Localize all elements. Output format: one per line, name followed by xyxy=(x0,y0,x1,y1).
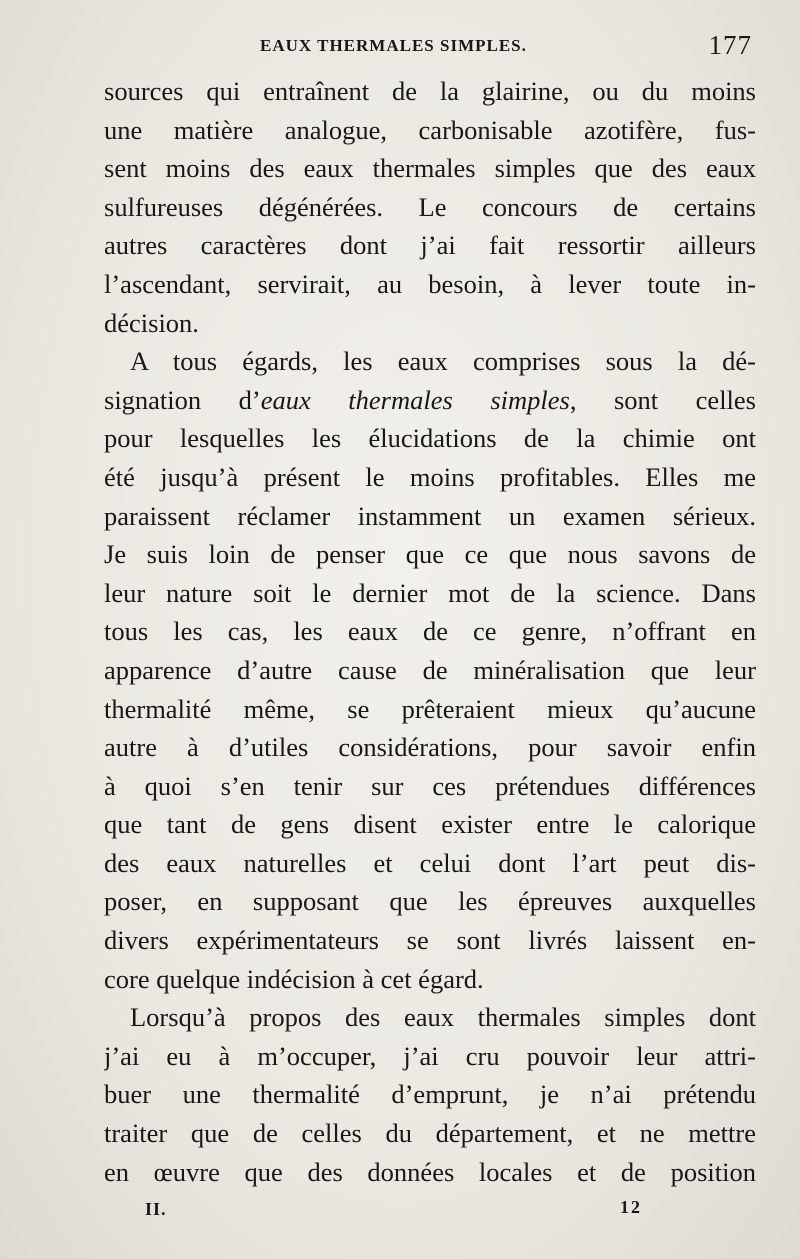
paragraph-2 xyxy=(104,342,756,998)
paragraph-1 xyxy=(104,72,756,342)
text-line: sources qui entraînent de la glairine, ou du moins xyxy=(104,76,756,106)
running-title: EAUX THERMALES SIMPLES. xyxy=(260,36,527,55)
text-line: pour lesquelles les élucidations de la chimie ont xyxy=(104,423,756,454)
text-line: Je suis loin de penser que ce que nous savons de xyxy=(104,539,756,570)
text-line: des eaux naturelles et celui dont l’art peut dis- xyxy=(104,847,756,878)
text-segment: , sont celles xyxy=(569,384,756,415)
text-line: décision. xyxy=(104,307,199,338)
text-line: A tous égards, les eaux comprises sous la dé- xyxy=(130,346,756,377)
text-line: thermalité même, se prêteraient mieux qu’aucune xyxy=(104,693,756,724)
text-line: à quoi s’en tenir sur ces prétendues différences xyxy=(104,770,756,801)
text-line: autres caractères dont j’ai fait ressortir ailleurs xyxy=(104,230,756,261)
italic-phrase: eaux thermales simples xyxy=(260,384,570,415)
text-line: paraissent réclamer instamment un examen sérieux. xyxy=(104,500,756,531)
text-line: apparence d’autre cause de minéralisation que leur xyxy=(104,654,756,685)
text-line: Lorsqu’à propos des eaux thermales simples dont xyxy=(130,1002,756,1033)
text-line-with-italic xyxy=(104,381,756,420)
text-segment: signation d’ xyxy=(104,384,261,415)
signature-mark: II. xyxy=(145,1199,167,1219)
paragraph-3 xyxy=(104,998,756,1191)
page-body xyxy=(104,72,756,1191)
text-line: autre à d’utiles considérations, pour savoir enfin xyxy=(104,732,756,763)
text-line: sulfureuses dégénérées. Le concours de certains xyxy=(104,191,756,222)
text-line: j’ai eu à m’occuper, j’ai cru pouvoir leur attri- xyxy=(104,1040,756,1071)
text-line: traiter que de celles du département, et ne mettre xyxy=(104,1118,756,1149)
text-line: été jusqu’à présent le moins profitables. Elles me xyxy=(104,461,756,492)
text-line: divers expérimentateurs se sont livrés laissent en- xyxy=(104,925,756,956)
text-line: core quelque indécision à cet égard. xyxy=(104,963,484,994)
text-line: l’ascendant, servirait, au besoin, à lever toute in- xyxy=(104,268,756,299)
text-line: que tant de gens disent exister entre le calorique xyxy=(104,809,756,840)
text-line: tous les cas, les eaux de ce genre, n’offrant en xyxy=(104,616,756,647)
text-line: sent moins des eaux thermales simples que des eaux xyxy=(104,153,756,184)
gathering-number: 12 xyxy=(620,1197,642,1217)
text-line: buer une thermalité d’emprunt, je n’ai prétendu xyxy=(104,1079,756,1110)
text-line: leur nature soit le dernier mot de la science. Dans xyxy=(104,577,756,608)
page-number: 177 xyxy=(708,30,752,60)
text-line: poser, en supposant que les épreuves auxquelles xyxy=(104,886,756,917)
text-line: une matière analogue, carbonisable azotifère, fus- xyxy=(104,114,756,145)
text-line: en œuvre que des données locales et de position xyxy=(104,1156,756,1187)
